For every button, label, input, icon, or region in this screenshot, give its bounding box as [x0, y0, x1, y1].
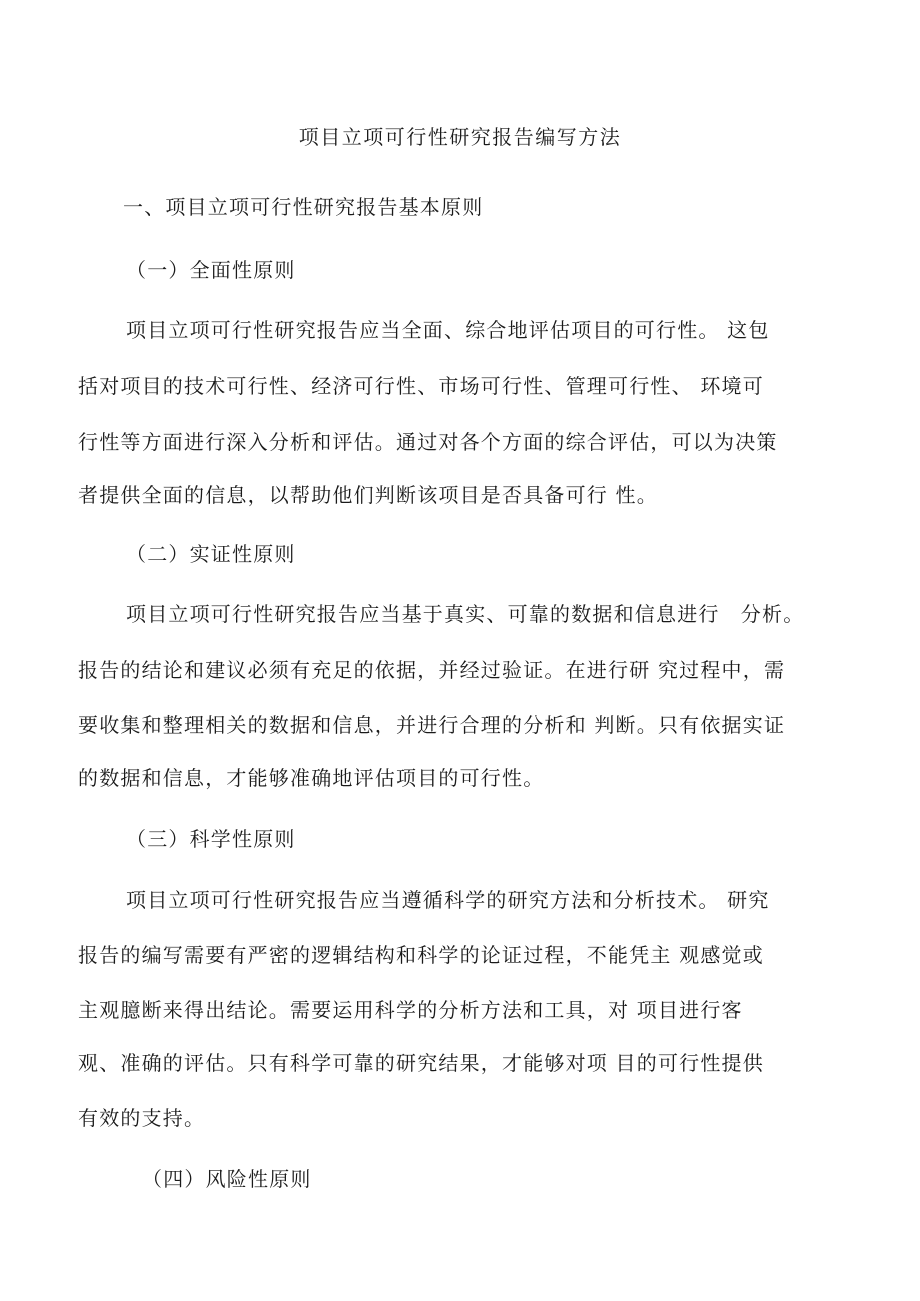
- section-heading-1: 一、项目立项可行性研究报告基本原则: [123, 195, 484, 219]
- paragraph-line: 者提供全面的信息，以帮助他们判断该项目是否具备可行 性。: [78, 483, 658, 507]
- paragraph-line: 括对项目的技术可行性、经济可行性、市场可行性、管理可行性、 环境可: [78, 374, 764, 398]
- paragraph-line: 观、准确的评估。只有科学可靠的研究结果，才能够对项 目的可行性提供: [78, 1051, 764, 1075]
- paragraph-line: 的数据和信息，才能够准确地评估项目的可行性。: [78, 766, 545, 790]
- paragraph-line: 报告的结论和建议必须有充足的依据，并经过验证。在进行研 究过程中，需: [78, 658, 786, 682]
- paragraph-line: 要收集和整理相关的数据和信息，并进行合理的分析和 判断。只有依据实证: [78, 713, 786, 737]
- document-title: 项目立项可行性研究报告编写方法: [298, 125, 622, 149]
- paragraph-line: 行性等方面进行深入分析和评估。通过对各个方面的综合评估，可以为决策: [78, 430, 778, 454]
- subsection-heading: （一）全面性原则: [126, 258, 296, 282]
- subsection-heading: （四）风险性原则: [142, 1167, 312, 1191]
- paragraph-line: 有效的支持。: [78, 1106, 206, 1130]
- paragraph-line: 主观臆断来得出结论。需要运用科学的分析方法和工具，对 项目进行客: [78, 998, 743, 1022]
- paragraph-line: 报告的编写需要有严密的逻辑结构和科学的论证过程，不能凭主 观感觉或: [78, 943, 764, 967]
- paragraph-line: 项目立项可行性研究报告应当遵循科学的研究方法和分析技术。 研究: [126, 888, 770, 912]
- paragraph-line: 项目立项可行性研究报告应当全面、综合地评估项目的可行性。 这包: [126, 318, 770, 342]
- paragraph-line: 项目立项可行性研究报告应当基于真实、可靠的数据和信息进行 分析。: [126, 602, 805, 626]
- subsection-heading: （二）实证性原则: [126, 542, 296, 566]
- subsection-heading: （三）科学性原则: [126, 827, 296, 851]
